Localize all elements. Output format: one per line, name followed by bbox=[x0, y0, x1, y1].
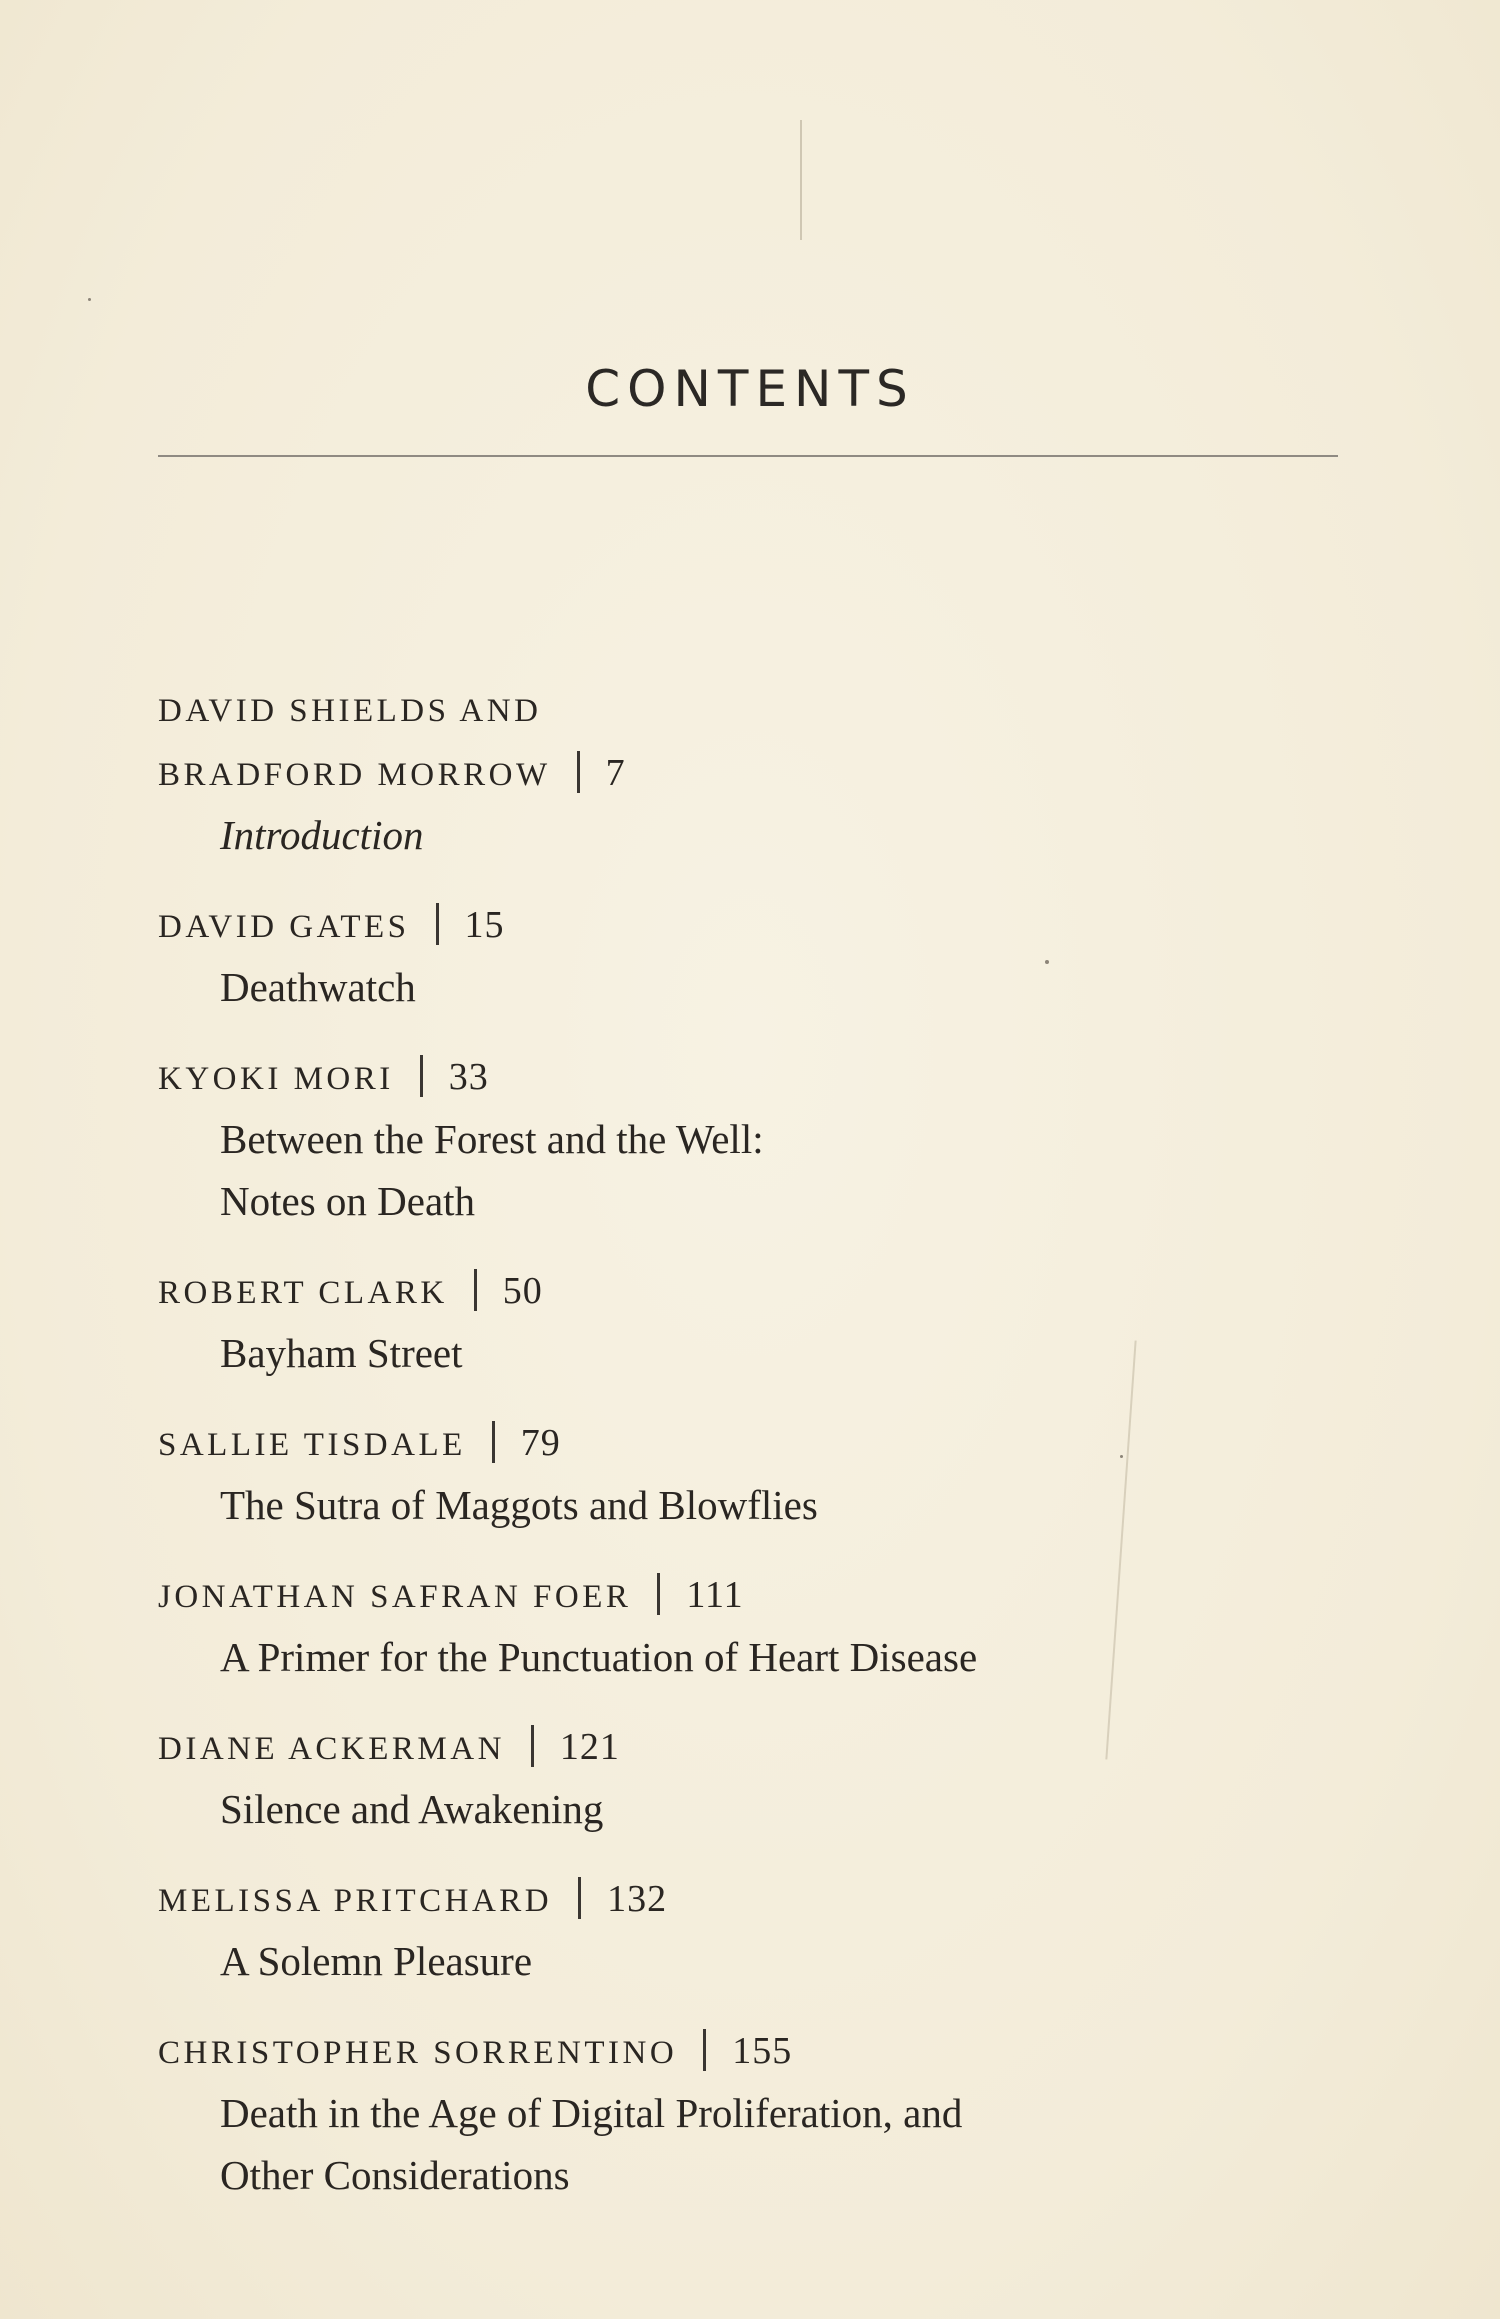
author-name: SALLIE TISDALE bbox=[158, 1427, 466, 1463]
essay-title: Death in the Age of Digital Proliferation, and bbox=[220, 2090, 963, 2136]
author-name: MELISSA PRITCHARD bbox=[158, 1883, 553, 1919]
author-name: JONATHAN SAFRAN FOER bbox=[158, 1579, 632, 1615]
page-number: 15 bbox=[464, 904, 505, 946]
author-name: KYOKI MORI bbox=[158, 1061, 394, 1097]
author-line bbox=[158, 742, 1338, 804]
contents-entry bbox=[158, 1716, 1338, 1840]
separator-bar bbox=[703, 2029, 706, 2071]
contents-entry bbox=[158, 1046, 1338, 1232]
paper-speck bbox=[88, 298, 91, 301]
page-number: 121 bbox=[559, 1726, 620, 1768]
contents-entry bbox=[158, 680, 1338, 866]
separator-bar bbox=[492, 1421, 495, 1463]
essay-title: Bayham Street bbox=[220, 1330, 463, 1376]
author-name: DAVID SHIELDS AND bbox=[158, 693, 542, 729]
separator-bar bbox=[657, 1573, 660, 1615]
essay-title: Notes on Death bbox=[220, 1178, 476, 1224]
essay-title: Introduction bbox=[220, 812, 424, 858]
author-line bbox=[158, 680, 1338, 742]
author-line bbox=[158, 1564, 1338, 1626]
page-number: 79 bbox=[520, 1422, 561, 1464]
essay-title: A Primer for the Punctuation of Heart Disease bbox=[220, 1634, 978, 1680]
page-number: 155 bbox=[732, 2030, 793, 2072]
page-number: 33 bbox=[448, 1056, 489, 1098]
author-name: ROBERT CLARK bbox=[158, 1275, 448, 1311]
essay-title: The Sutra of Maggots and Blowflies bbox=[220, 1482, 818, 1528]
contents-entry bbox=[158, 1564, 1338, 1688]
author-line bbox=[158, 894, 1338, 956]
separator-bar bbox=[420, 1055, 423, 1097]
contents-heading: CONTENTS bbox=[585, 360, 915, 418]
author-name: CHRISTOPHER SORRENTINO bbox=[158, 2035, 678, 2071]
separator-bar bbox=[531, 1725, 534, 1767]
essay-title: A Solemn Pleasure bbox=[220, 1938, 533, 1984]
essay-title: Silence and Awakening bbox=[220, 1786, 604, 1832]
paper-crease bbox=[800, 120, 802, 240]
author-name: DAVID GATES bbox=[158, 909, 410, 945]
contents-entry bbox=[158, 1260, 1338, 1384]
contents-entry bbox=[158, 894, 1338, 1018]
author-line bbox=[158, 1716, 1338, 1778]
author-line bbox=[158, 1260, 1338, 1322]
essay-title: Other Considerations bbox=[220, 2152, 570, 2198]
contents-entry bbox=[158, 2020, 1338, 2206]
page-number: 111 bbox=[686, 1574, 744, 1616]
contents-list bbox=[158, 680, 1338, 2234]
separator-bar bbox=[578, 1877, 581, 1919]
author-name: DIANE ACKERMAN bbox=[158, 1731, 505, 1767]
contents-entry bbox=[158, 1412, 1338, 1536]
separator-bar bbox=[474, 1269, 477, 1311]
page-number: 7 bbox=[605, 752, 626, 794]
separator-bar bbox=[436, 903, 439, 945]
author-line bbox=[158, 1046, 1338, 1108]
author-line bbox=[158, 1868, 1338, 1930]
page-number: 132 bbox=[607, 1878, 668, 1920]
essay-title: Between the Forest and the Well: bbox=[220, 1116, 764, 1162]
author-name: BRADFORD MORROW bbox=[158, 757, 551, 793]
separator-bar bbox=[577, 751, 580, 793]
author-line bbox=[158, 1412, 1338, 1474]
essay-title: Deathwatch bbox=[220, 964, 416, 1010]
author-line bbox=[158, 2020, 1338, 2082]
heading-rule bbox=[158, 455, 1338, 457]
page-number: 50 bbox=[502, 1270, 543, 1312]
contents-entry bbox=[158, 1868, 1338, 1992]
